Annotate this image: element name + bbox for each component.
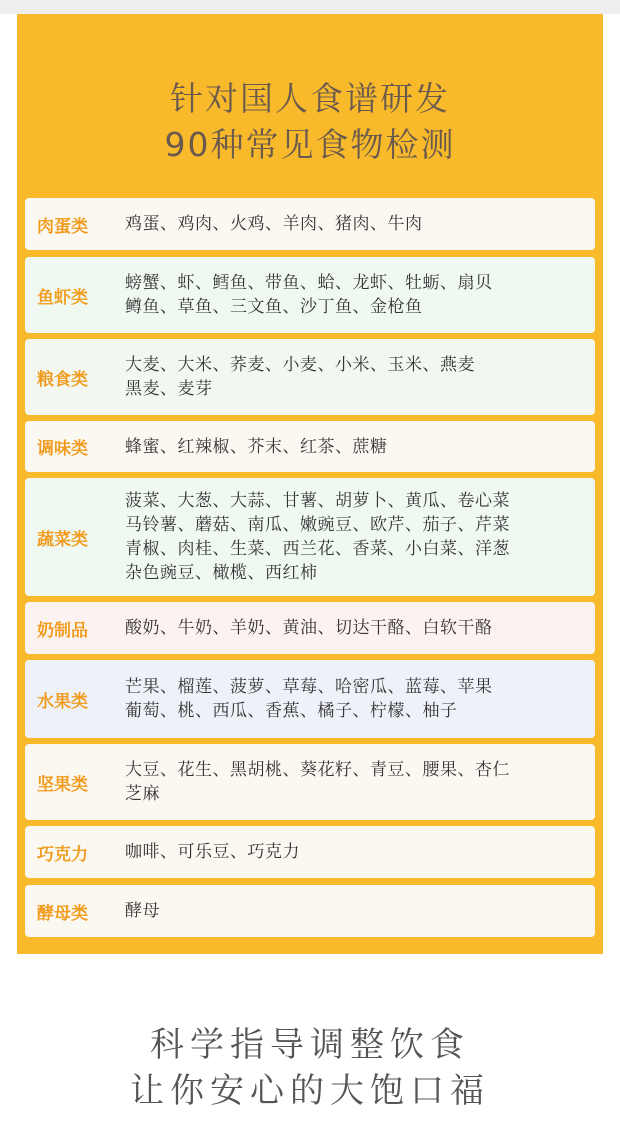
footer-tagline	[0, 1022, 620, 1114]
item-line: 马铃薯、蘑菇、南瓜、嫩豌豆、欧芹、茄子、芹菜	[125, 515, 510, 535]
item-line: 酸奶、牛奶、羊奶、黄油、切达干酪、白软干酪	[125, 618, 493, 638]
category-items	[125, 435, 388, 459]
category-label: 水果类	[37, 691, 88, 712]
item-line: 杂色豌豆、橄榄、西红柿	[125, 563, 318, 583]
category-items	[125, 616, 493, 640]
item-line: 鸡蛋、鸡肉、火鸡、羊肉、猪肉、牛肉	[125, 214, 423, 234]
category-row-yeast	[25, 885, 595, 937]
item-line: 青椒、肉桂、生菜、西兰花、香菜、小白菜、洋葱	[125, 539, 510, 559]
category-label: 坚果类	[37, 774, 88, 795]
card-headline	[17, 76, 603, 168]
item-line: 大麦、大米、荞麦、小麦、小米、玉米、燕麦	[125, 355, 475, 375]
category-label: 粮食类	[37, 369, 88, 390]
category-row-seasoning	[25, 421, 595, 472]
category-label: 肉蛋类	[37, 216, 88, 237]
item-line: 大豆、花生、黑胡桃、葵花籽、青豆、腰果、杏仁	[125, 760, 510, 780]
category-label: 鱼虾类	[37, 287, 88, 308]
top-strip	[0, 0, 620, 14]
tagline-line-1: 科学指导调整饮食	[150, 1025, 470, 1065]
item-line: 鳟鱼、草鱼、三文鱼、沙丁鱼、金枪鱼	[125, 297, 423, 317]
headline-line-2: 90种常见食物检测	[164, 125, 456, 164]
category-label: 巧克力	[37, 844, 88, 865]
category-row-fish-shrimp	[25, 257, 595, 333]
category-row-chocolate	[25, 826, 595, 878]
tagline-line-2: 让你安心的大饱口福	[130, 1071, 490, 1111]
item-line: 芒果、榴莲、菠萝、草莓、哈密瓜、蓝莓、苹果	[125, 677, 493, 697]
category-items	[125, 489, 510, 585]
category-label: 调味类	[37, 439, 88, 459]
category-row-grains	[25, 339, 595, 415]
food-test-card	[17, 14, 603, 954]
category-items	[125, 840, 300, 864]
item-line: 咖啡、可乐豆、巧克力	[125, 842, 300, 862]
category-items	[125, 899, 160, 923]
headline-line-1: 针对国人食谱研发	[170, 79, 450, 118]
item-line: 葡萄、桃、西瓜、香蕉、橘子、柠檬、柚子	[125, 701, 458, 721]
item-line: 蜂蜜、红辣椒、芥末、红茶、蔗糖	[125, 436, 388, 457]
category-items	[125, 353, 475, 401]
item-line: 酵母	[125, 901, 160, 921]
category-row-nuts	[25, 744, 595, 820]
item-line: 螃蟹、虾、鳕鱼、带鱼、蛤、龙虾、牡蛎、扇贝	[125, 273, 493, 293]
item-line: 芝麻	[125, 784, 160, 804]
category-row-dairy	[25, 602, 595, 654]
category-label: 酵母类	[37, 903, 88, 924]
category-items	[125, 212, 423, 236]
category-label: 奶制品	[37, 620, 88, 641]
category-row-fruit	[25, 660, 595, 738]
category-items	[125, 675, 493, 723]
item-line: 黑麦、麦芽	[125, 379, 213, 399]
item-line: 菠菜、大葱、大蒜、甘薯、胡萝卜、黄瓜、卷心菜	[125, 491, 510, 511]
category-row-vegetables	[25, 478, 595, 596]
category-row-meat-egg	[25, 198, 595, 250]
category-items	[125, 758, 510, 806]
category-label: 蔬菜类	[37, 529, 88, 550]
category-items	[125, 271, 493, 319]
